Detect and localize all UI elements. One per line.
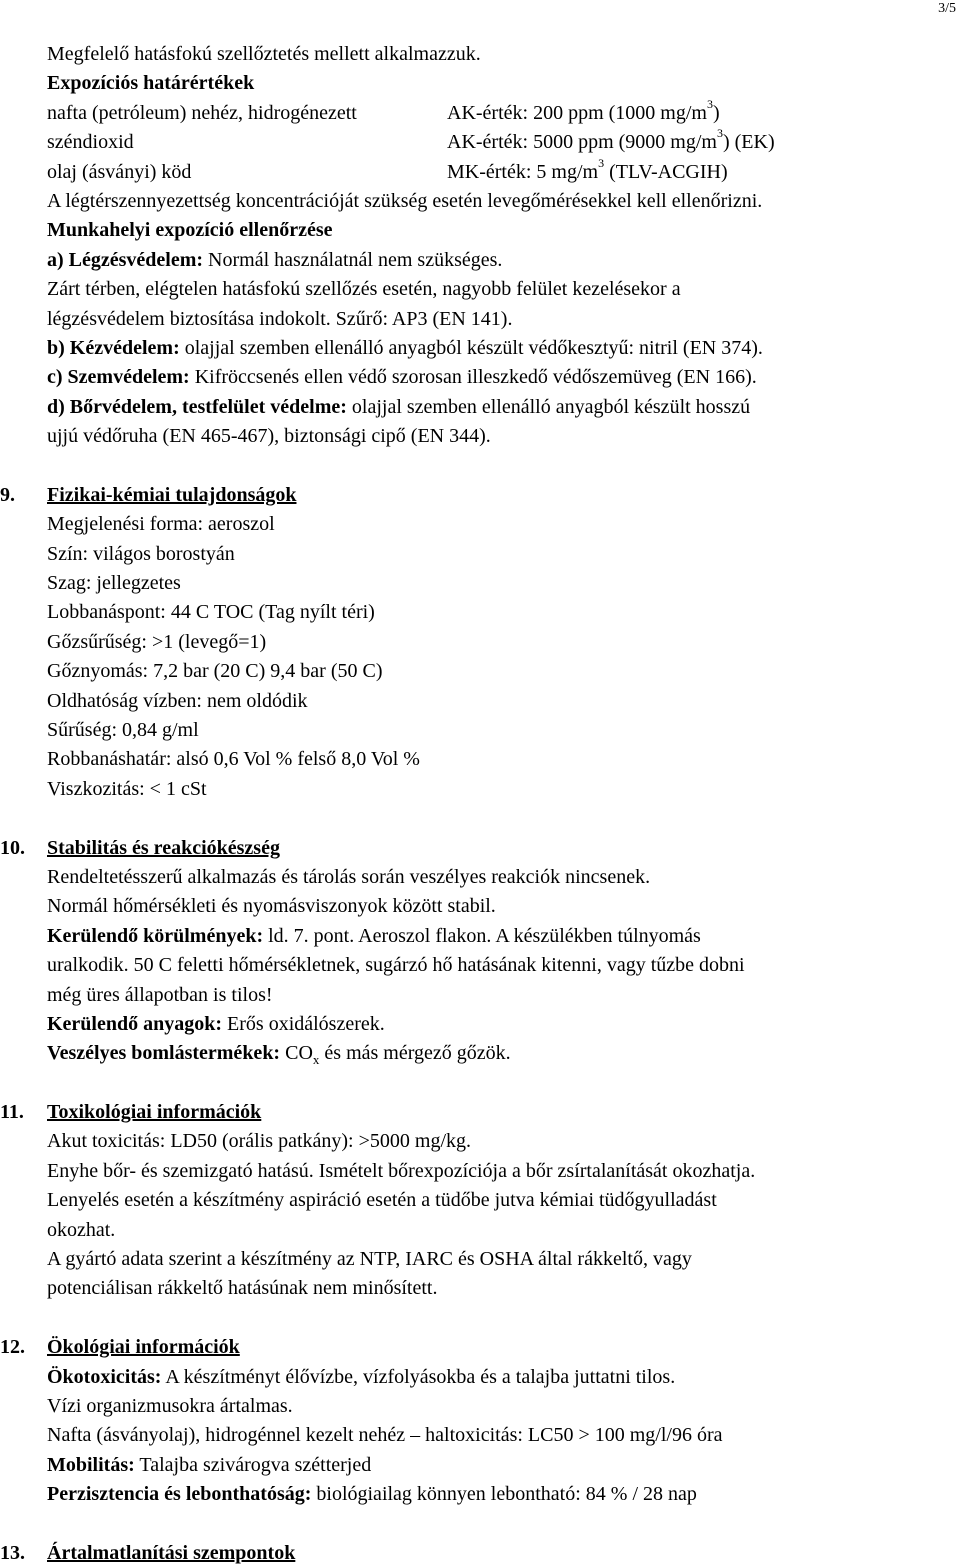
toxicology-line: A gyártó adata szerint a készítmény az NTP, IARC és OSHA által rákkeltő, vagy	[47, 1248, 692, 1271]
section-12-heading	[0, 1333, 947, 1362]
avoid-materials: Kerülendő anyagok: Erős oxidálószerek.	[47, 1012, 385, 1035]
section-number: 9.	[0, 483, 15, 506]
mobility: Mobilitás: Talajba szivárogva szétterjed	[47, 1453, 372, 1476]
property-line: Sűrűség: 0,84 g/ml	[47, 718, 199, 741]
hand-protection: b) Kézvédelem: olajjal szemben ellenálló anyagból készült védőkesztyű: nitril (EN 374).	[47, 336, 763, 359]
limit-row-oil-mist	[47, 155, 947, 187]
section-11-heading	[0, 1098, 947, 1127]
section-title: Toxikológiai információk	[47, 1101, 262, 1124]
limit-row-nafta	[47, 96, 947, 128]
section-9-heading	[0, 481, 947, 510]
section-title: Fizikai-kémiai tulajdonságok	[47, 483, 297, 506]
respiratory-protection: a) Légzésvédelem: Normál használatnál nem szükséges.	[47, 248, 503, 271]
limit-substance: széndioxid	[47, 131, 134, 154]
toxicology-line: Enyhe bőr- és szemizgató hatású. Ismételt bőrexpozíciója a bőr zsírtalanítását okozhatja.	[47, 1159, 756, 1182]
decomposition-products: Veszélyes bomlástermékek: $CO_x$ és más mérgező gőzök.	[47, 1042, 511, 1068]
avoid-conditions: Kerülendő körülmények: ld. 7. pont. Aeroszol flakon. A készülékben túlnyomás	[47, 924, 701, 947]
section-title: Ökológiai információk	[47, 1336, 240, 1359]
page-number: 3/5	[938, 1, 956, 16]
section-title: Stabilitás és reakciókészség	[47, 836, 280, 859]
toxicology-line: okozhat.	[47, 1218, 116, 1241]
toxicology-line: potenciálisan rákkeltő hatásúnak nem minősített.	[47, 1277, 438, 1300]
ecology-line: Vízi organizmusokra ártalmas.	[47, 1394, 293, 1417]
respiratory-line3: légzésvédelem biztosítása indokolt. Szűrő: AP3 (EN 141).	[47, 307, 513, 330]
skin-protection: d) Bőrvédelem, testfelület védelme: olajjal szemben ellenálló anyagból készült hosszú	[47, 395, 751, 418]
limit-value: MK-érték: 5 $mg/m^3$ (TLV-ACGIH)	[447, 155, 728, 183]
ecology-line: Nafta (ásványolaj), hidrogénnel kezelt nehéz – haltoxicitás: LC50 > 100 mg/l/96 óra	[47, 1424, 723, 1447]
toxicology-line: Akut toxicitás: LD50 (orális patkány): >5000 mg/kg.	[47, 1130, 471, 1153]
exposure-control-heading: Munkahelyi expozíció ellenőrzése	[47, 219, 333, 242]
eye-protection: c) Szemvédelem: Kifröccsenés ellen védő szorosan illeszkedő védőszemüveg (EN 166).	[47, 366, 757, 389]
limit-value: AK-érték: 200 ppm (1000 $mg/m^3$)	[447, 96, 720, 124]
skin-protection-line2: ujjú védőruha (EN 465-467), biztonsági cipő (EN 344).	[47, 425, 491, 448]
toxicology-line: Lenyelés esetén a készítmény aspiráció esetén a tüdőbe jutva kémiai tüdőgyulladást	[47, 1189, 717, 1212]
section-number: 11.	[0, 1101, 24, 1124]
avoid-conditions-line3: még üres állapotban is tilos!	[47, 983, 273, 1006]
section-number: 13.	[0, 1541, 25, 1564]
section-13-heading	[0, 1539, 947, 1568]
property-line: Robbanáshatár: alsó 0,6 Vol % felső 8,0 Vol %	[47, 748, 420, 771]
avoid-conditions-line2: uralkodik. 50 C feletti hőmérsékletnek, sugárzó hő hatásának kitenni, vagy tűzbe dobni	[47, 954, 745, 977]
section-title: Ártalmatlanítási szempontok	[47, 1541, 296, 1564]
exposure-limits-heading: Expozíciós határértékek	[47, 72, 255, 95]
section-10-heading	[0, 834, 947, 863]
property-line: Megjelenési forma: aeroszol	[47, 513, 275, 536]
property-line: Viszkozitás: < 1 cSt	[47, 777, 207, 800]
limit-substance: olaj (ásványi) köd	[47, 160, 192, 183]
property-line: Szín: világos borostyán	[47, 542, 235, 565]
section-number: 10.	[0, 836, 25, 859]
property-line: Szag: jellegzetes	[47, 572, 181, 595]
section-number: 12.	[0, 1336, 25, 1359]
ecotoxicity: Ökotoxicitás: A készítményt élővízbe, vízfolyásokba és a talajba juttatni tilos.	[47, 1365, 676, 1388]
property-line: Lobbanáspont: 44 C TOC (Tag nyílt téri)	[47, 601, 375, 624]
measure-note: A légtérszennyezettség koncentrációját szükség esetén levegőmérésekkel kell ellenőrizni.	[47, 189, 763, 212]
stability-line: Normál hőmérsékleti és nyomásviszonyok között stabil.	[47, 895, 496, 918]
property-line: Oldhatóság vízben: nem oldódik	[47, 689, 308, 712]
ventilation-note: Megfelelő hatásfokú szellőztetés mellett alkalmazzuk.	[47, 43, 481, 65]
limit-substance: nafta (petróleum) nehéz, hidrogénezett	[47, 101, 357, 124]
persistence: Perzisztencia és lebonthatóság: biológiailag könnyen lebontható: 84 % / 28 nap	[47, 1483, 697, 1506]
document-body	[0, 40, 947, 1568]
stability-line: Rendeltetésszerű alkalmazás és tárolás során veszélyes reakciók nincsenek.	[47, 865, 651, 888]
limit-row-co2	[47, 128, 947, 157]
limit-value: AK-érték: 5000 ppm (9000 $mg/m^3$) (EK)	[447, 126, 775, 154]
respiratory-line2: Zárt térben, elégtelen hatásfokú szellőzés esetén, nagyobb felület kezelésekor a	[47, 278, 681, 301]
property-line: Gőzsűrűség: >1 (levegő=1)	[47, 630, 267, 653]
property-line: Gőznyomás: 7,2 bar (20 C) 9,4 bar (50 C)	[47, 660, 383, 683]
